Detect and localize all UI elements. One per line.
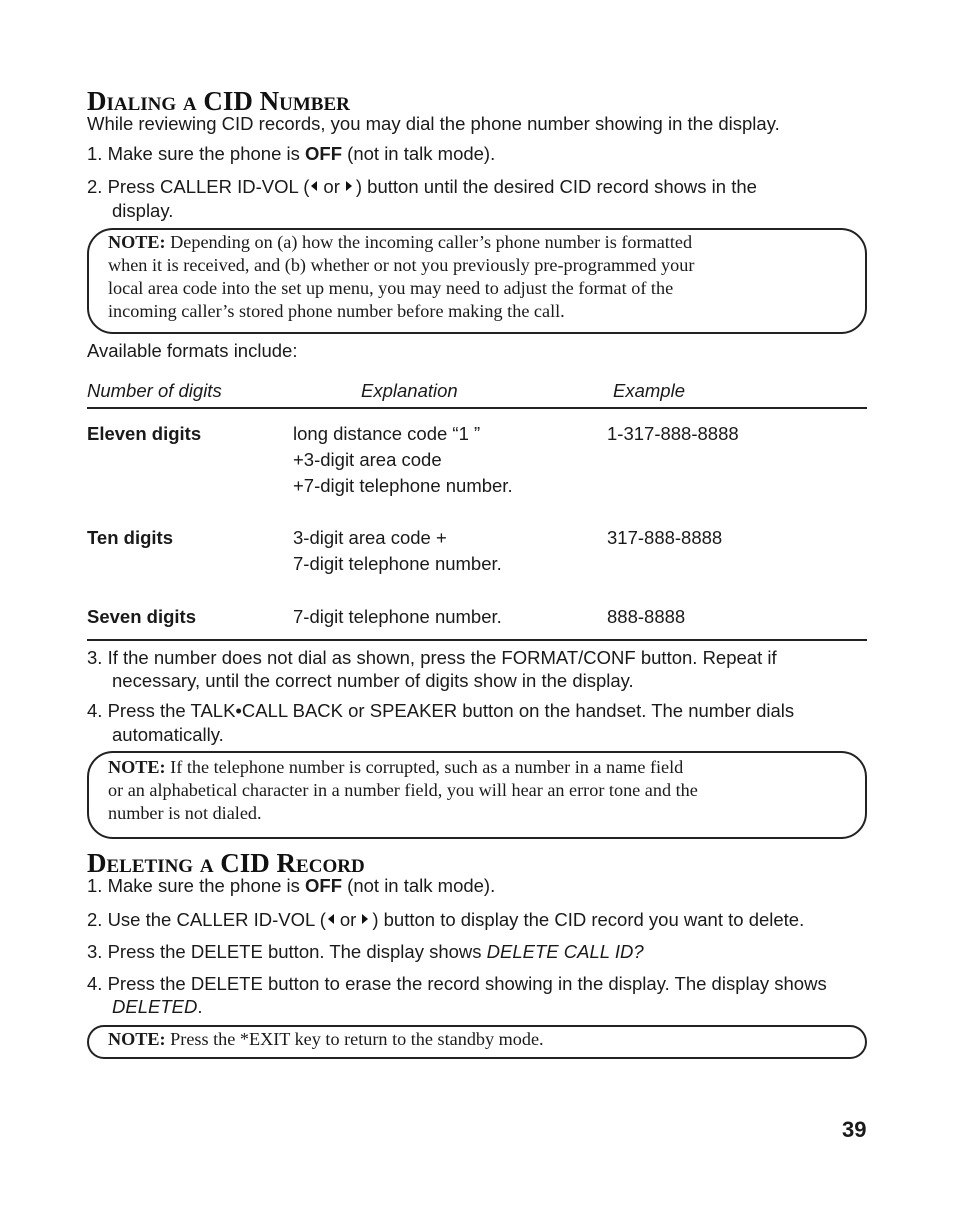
step-4-continued: automatically. [112, 724, 224, 745]
note-line-3: number is not dialed. [108, 803, 262, 823]
right-arrow-icon [362, 914, 368, 924]
delete-step-1 [87, 874, 495, 898]
intro-text: While reviewing CID records, you may dial the phone number showing in the display. [87, 113, 780, 134]
table-row-label: Eleven digits [87, 423, 202, 444]
delete-step-1-suffix: (not in talk mode). [342, 875, 496, 896]
delete-step-2 [87, 908, 804, 932]
delete-step-2-suffix: ) button to display the CID record you want to delete. [372, 909, 805, 930]
table-row-explanation: 3-digit area code + [293, 527, 447, 548]
page-number: 39 [842, 1117, 867, 1142]
table-bottom-rule [87, 639, 867, 641]
step-2-prefix: 2. Press CALLER ID-VOL ( [87, 176, 310, 197]
note-label: NOTE: [108, 757, 166, 777]
table-row-label: Ten digits [87, 527, 173, 548]
delete-step-2-or: or [339, 909, 357, 930]
note-text-1: If the telephone number is corrupted, such as a number in a name field [165, 757, 684, 777]
delete-step-3 [87, 940, 644, 964]
table-row-explanation: +7-digit telephone number. [293, 475, 513, 496]
step-3-continued: necessary, until the correct number of digits show in the display. [112, 670, 634, 691]
delete-step-1-prefix: 1. Make sure the phone is [87, 875, 306, 896]
table-row-explanation: long distance code “1 ” [293, 423, 481, 444]
delete-step-4-continued [112, 995, 202, 1019]
note-line-2: when it is received, and (b) whether or not you previously pre-programmed your [108, 255, 695, 275]
table-row-example: 1-317-888-8888 [607, 423, 739, 444]
note-label: NOTE: [108, 232, 166, 252]
table-top-rule [87, 407, 867, 409]
step-1 [87, 142, 495, 166]
left-arrow-icon [311, 181, 317, 191]
note-line-3: local area code into the set up menu, you may need to adjust the format of the [108, 278, 674, 298]
note-label: NOTE: [108, 1029, 166, 1049]
note-line-4: incoming caller’s stored phone number before making the call. [108, 301, 565, 321]
delete-step-2-prefix: 2. Use the CALLER ID-VOL ( [87, 909, 326, 930]
delete-step-3-display: DELETE CALL ID? [486, 941, 644, 962]
table-header-explanation: Explanation [361, 380, 458, 401]
delete-step-4-end: . [197, 996, 203, 1017]
table-row-example: 888-8888 [607, 606, 686, 627]
table-row-example: 317-888-8888 [607, 527, 723, 548]
delete-step-3-prefix: 3. Press the DELETE button. The display shows [87, 941, 487, 962]
note-line-1 [108, 1028, 544, 1051]
step-2 [87, 175, 757, 199]
table-row-explanation: 7-digit telephone number. [293, 553, 502, 574]
step-2-suffix: ) button until the desired CID record shows in the [355, 176, 757, 197]
step-1-prefix: 1. Make sure the phone is [87, 143, 306, 164]
note-line-2: or an alphabetical character in a number field, you will hear an error tone and the [108, 780, 698, 800]
table-header-example: Example [613, 380, 685, 401]
step-3: 3. If the number does not dial as shown, press the FORMAT/CONF button. Repeat if [87, 647, 777, 668]
note-text-1: Press the *EXIT key to return to the standby mode. [165, 1029, 544, 1049]
step-2-continued: display. [112, 200, 174, 221]
step-4: 4. Press the TALK•CALL BACK or SPEAKER button on the handset. The number dials [87, 700, 795, 721]
section-heading-dialing: Dialing a CID Number [87, 86, 350, 116]
table-row-explanation: +3-digit area code [293, 449, 442, 470]
table-row-label: Seven digits [87, 606, 196, 627]
step-1-bold: OFF [305, 143, 343, 164]
step-1-suffix: (not in talk mode). [342, 143, 496, 164]
delete-step-4: 4. Press the DELETE button to erase the record showing in the display. The display shows [87, 973, 827, 994]
note-line-1 [108, 756, 683, 779]
note-text-1: Depending on (a) how the incoming caller’s phone number is formatted [165, 232, 693, 252]
right-arrow-icon [346, 181, 352, 191]
section-heading-deleting: Deleting a CID Record [87, 848, 365, 878]
formats-intro: Available formats include: [87, 340, 298, 361]
delete-step-1-bold: OFF [305, 875, 343, 896]
table-row-explanation: 7-digit telephone number. [293, 606, 502, 627]
note-line-1 [108, 231, 692, 254]
left-arrow-icon [328, 914, 334, 924]
step-2-or: or [323, 176, 340, 197]
table-header-digits: Number of digits [87, 380, 222, 401]
delete-step-4-display: DELETED [112, 996, 198, 1017]
